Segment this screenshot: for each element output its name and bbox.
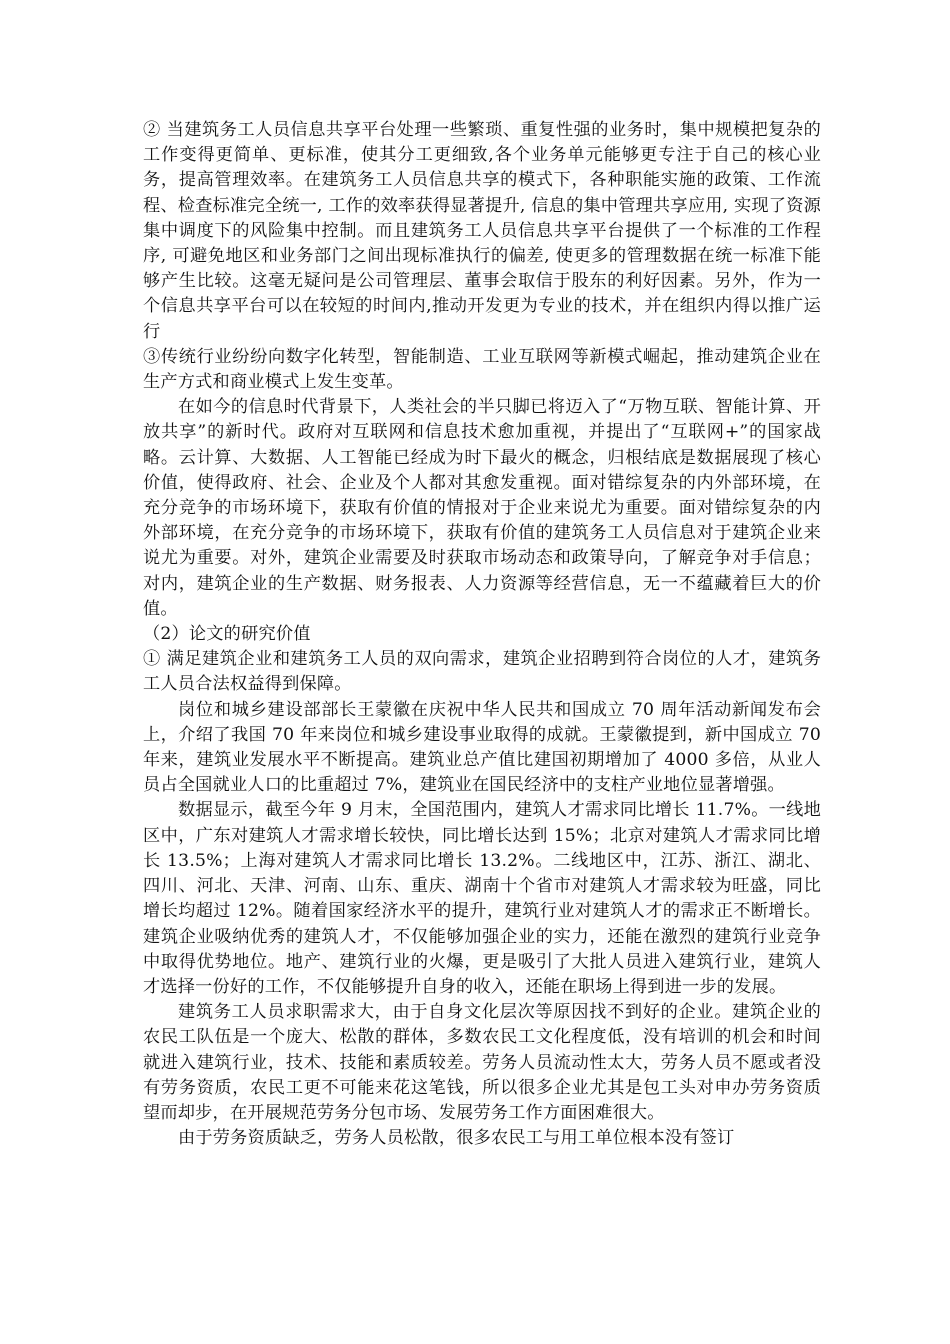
paragraph-shared-platform-benefits: ② 当建筑务工人员信息共享平台处理一些繁琐、重复性强的业务时，集中规模把复杂的工作变得更简单、更标准，使其分工更细致,各个业务单元能够更专注于自己的核心业务，提高管理效率。在建筑务工人员信息共享的模式下，各种职能实施的政策、工作流程、检查标准完全统一, 工作的效率获得显著提升, 信息的集中管理共享应用, 实现了资源集中调度下的风险集中控制。而且建筑务工人员信息共享平台提供了一个标准的工作程序, 可避免地区和业务部门之间出现标准执行的偏差, 使更多的管理数据在统一标准下能够产生比较。这毫无疑问是公司管理层、董事会取信于股东的利好因素。另外，作为一个信息共享平台可以在较短的时间内,推动开发更为专业的技术，并在组织内得以推广运行	[143, 120, 821, 342]
section-heading-research-value: （2）论文的研究价值	[143, 624, 311, 645]
paragraph-minister-remarks: 岗位和城乡建设部部长王蒙徽在庆祝中华人民共和国成立 70 周年活动新闻发布会上，介绍了我国 70 年来岗位和城乡建设事业取得的成就。王蒙徽提到，新中国成立 70 年来，建筑业发展水平不断提高。建筑业总产值比建国初期增加了 4000 多倍，从业人员占全国就业人口的比重超过 7%，建筑业在国民经济中的支柱产业地位显著增强。	[143, 699, 821, 796]
paragraph-information-era: 在如今的信息时代背景下，人类社会的半只脚已将迈入了“万物互联、智能计算、开放共享”的新时代。政府对互联网和信息技术愈加重视，并提出了“互联网+”的国家战略。云计算、大数据、人工智能已经成为时下最火的概念，归根结底是数据展现了核心价值，使得政府、社会、企业及个人都对其愈发重视。面对错综复杂的内外部环境，在充分竞争的市场环境下，获取有价值的情报对于企业来说尤为重要。面对错综复杂的内外部环境，在充分竞争的市场环境下，获取有价值的建筑务工人员信息对于建筑企业来说尤为重要。对外，建筑企业需要及时获取市场动态和政策导向，了解竞争对手信息；对内，建筑企业的生产数据、财务报表、人力资源等经营信息，无一不蕴藏着巨大的价值。	[143, 397, 821, 619]
paragraph-digital-transformation: ③传统行业纷纷向数字化转型，智能制造、工业互联网等新模式崛起，推动建筑企业在生产方式和商业模式上发生变革。	[143, 346, 821, 393]
paragraph-worker-job-demand: 建筑务工人员求职需求大，由于自身文化层次等原因找不到好的企业。建筑企业的农民工队伍是一个庞大、松散的群体，多数农民工文化程度低，没有培训的机会和时间就进入建筑行业，技术、技能和素质较差。劳务人员流动性太大，劳务人员不愿或者没有劳务资质，农民工更不可能来花这笔钱，所以很多企业尤其是包工头对申办劳务资质望而却步，在开展规范劳务分包市场、发展劳务工作方面困难很大。	[143, 1002, 821, 1123]
paragraph-qualification-shortage: 由于劳务资质缺乏，劳务人员松散，很多农民工与用工单位根本没有签订	[178, 1128, 735, 1149]
document-page	[143, 118, 821, 1151]
paragraph-mutual-needs: ① 满足建筑企业和建筑务工人员的双向需求，建筑企业招聘到符合岗位的人才，建筑务工人员合法权益得到保障。	[143, 649, 821, 695]
paragraph-talent-demand-data: 数据显示，截至今年 9 月末，全国范围内，建筑人才需求同比增长 11.7%。一线地区中，广东对建筑人才需求增长较快，同比增长达到 15%；北京对建筑人才需求同比增长 13.5%；上海对建筑人才需求同比增长 13.2%。二线地区中，江苏、浙江、湖北、四川、河北、天津、河南、山东、重庆、湖南十个省市对建筑人才需求较为旺盛，同比增长均超过 12%。随着国家经济水平的提升，建筑行业对建筑人才的需求正不断增长。建筑企业吸纳优秀的建筑人才，不仅能够加强企业的实力，还能在激烈的建筑行业竞争中取得优势地位。地产、建筑行业的火爆，更是吸引了大批人员进入建筑行业，建筑人才选择一份好的工作，不仅能够提升自身的收入，还能在职场上得到进一步的发展。	[143, 800, 821, 997]
